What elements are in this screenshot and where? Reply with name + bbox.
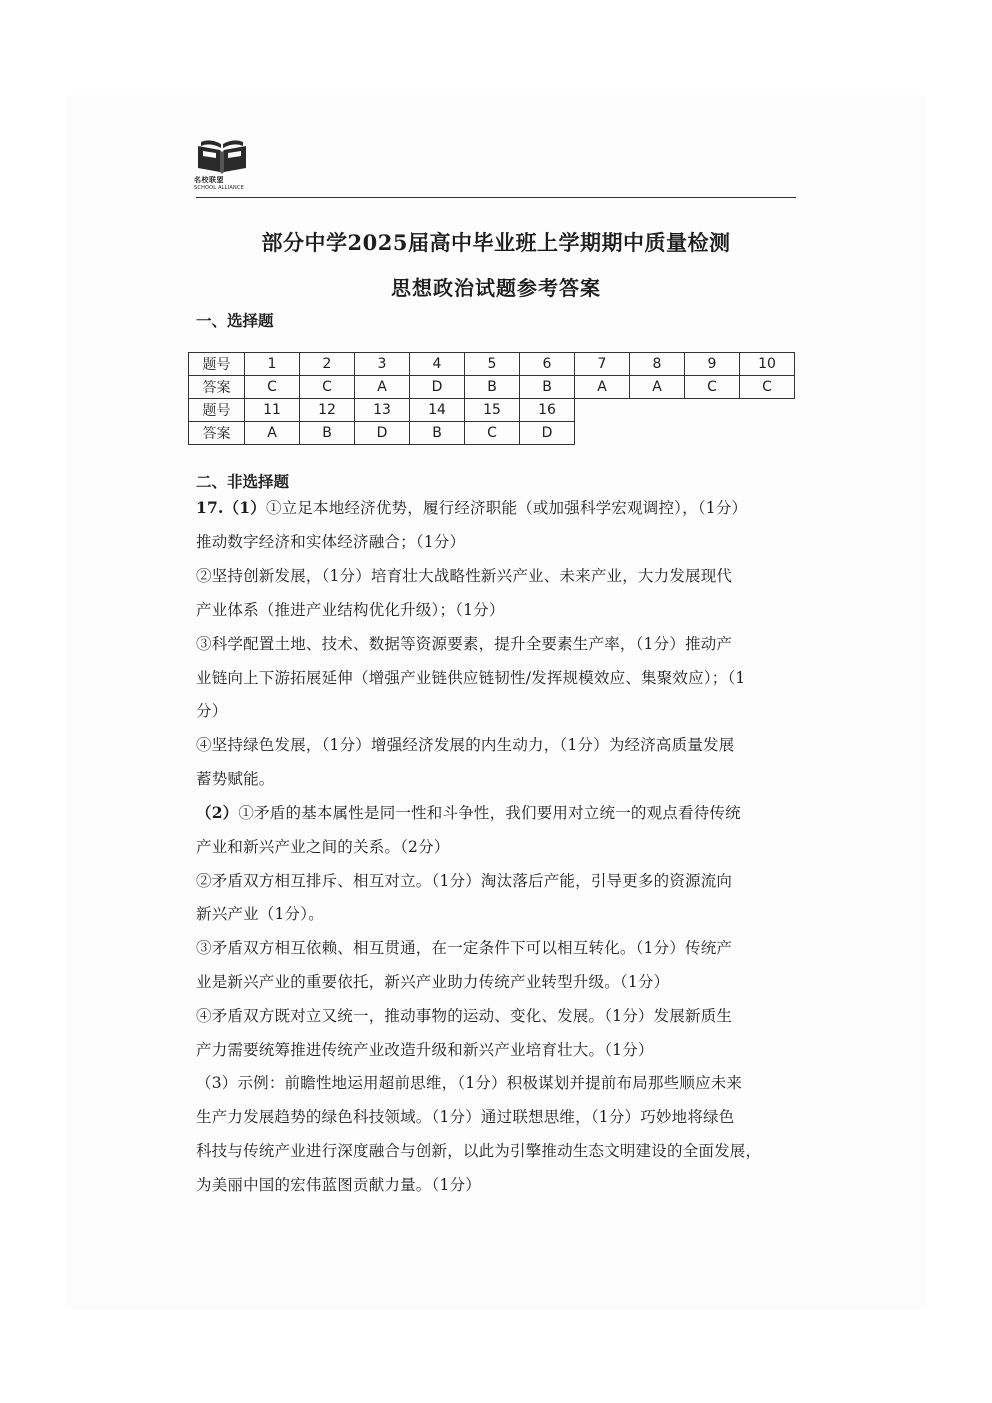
row-label: 答案 <box>189 422 245 445</box>
answer-cell: C <box>740 376 795 399</box>
question-number: 4 <box>410 353 465 376</box>
answer-line: ③矛盾双方相互依赖、相互贯通，在一定条件下可以相互转化。（1分）传统产 <box>196 939 733 957</box>
question-number: 10 <box>740 353 795 376</box>
answer-text: ①立足本地经济优势，履行经济职能（或加强科学宏观调控），（1分） <box>265 499 748 517</box>
header-rule <box>196 197 796 198</box>
answer-cell: A <box>630 376 685 399</box>
question-number: 12 <box>300 399 355 422</box>
answer-table <box>188 352 795 445</box>
exam-title: 部分中学2025届高中毕业班上学期期中质量检测 <box>261 230 731 255</box>
question-label: （2） <box>196 803 239 822</box>
book-logo-icon <box>194 136 250 176</box>
question-number: 14 <box>410 399 465 422</box>
table-blank <box>575 399 795 422</box>
answer-line: ④坚持绿色发展，（1分）增强经济发展的内生动力，（1分）为经济高质量发展 <box>196 736 735 754</box>
table-row <box>189 399 795 422</box>
question-number: 1 <box>245 353 300 376</box>
answer-cell: A <box>245 422 300 445</box>
question-number: 7 <box>575 353 630 376</box>
answer-line <box>196 803 741 823</box>
question-number: 15 <box>465 399 520 422</box>
table-blank <box>575 422 795 445</box>
answer-line: 产业体系（推进产业结构优化升级）；（1分） <box>196 601 505 619</box>
question-number: 2 <box>300 353 355 376</box>
answer-line: 新兴产业（1分）。 <box>196 905 324 923</box>
row-label: 题号 <box>189 353 245 376</box>
question-label: 17.（1） <box>196 498 266 517</box>
answer-line: ③科学配置土地、技术、数据等资源要素，提升全要素生产率，（1分）推动产 <box>196 635 733 653</box>
answer-line: 业链向上下游拓展延伸（增强产业链供应链韧性/发挥规模效应、集聚效应）；（1 <box>196 669 746 687</box>
table-row <box>189 353 795 376</box>
answer-line: ②矛盾双方相互排斥、相互对立。（1分）淘汰落后产能，引导更多的资源流向 <box>196 872 733 890</box>
answer-cell: C <box>685 376 740 399</box>
question-number: 3 <box>355 353 410 376</box>
answer-cell: A <box>575 376 630 399</box>
answer-line <box>196 498 747 518</box>
answer-line: 推动数字经济和实体经济融合；（1分） <box>196 533 466 551</box>
table-row <box>189 422 795 445</box>
answer-cell: C <box>465 422 520 445</box>
answer-line: 为美丽中国的宏伟蓝图贡献力量。（1分） <box>196 1176 481 1194</box>
table-row <box>189 376 795 399</box>
answer-line: 蓄势赋能。 <box>196 770 275 788</box>
question-number: 13 <box>355 399 410 422</box>
answer-line: 业是新兴产业的重要依托，新兴产业助力传统产业转型升级。（1分） <box>196 973 670 991</box>
answer-line: 生产力发展趋势的绿色科技领域。（1分）通过联想思维，（1分）巧妙地将绿色 <box>196 1108 735 1126</box>
exam-subtitle: 思想政治试题参考答案 <box>391 276 601 300</box>
logo-cn-text: 名校联盟 <box>194 176 224 184</box>
answer-text: ①矛盾的基本属性是同一性和斗争性，我们要用对立统一的观点看待传统 <box>238 804 741 822</box>
question-number: 6 <box>520 353 575 376</box>
question-number: 5 <box>465 353 520 376</box>
question-number: 8 <box>630 353 685 376</box>
answer-line: 科技与传统产业进行深度融合与创新，以此为引擎推动生态文明建设的全面发展， <box>196 1142 762 1160</box>
logo-en-text: SCHOOL ALLIANCE <box>194 185 244 191</box>
choice-section-heading: 一、选择题 <box>196 311 274 330</box>
answer-line: （3）示例：前瞻性地运用超前思维，（1分）积极谋划并提前布局那些顺应未来 <box>196 1074 743 1092</box>
answer-cell: D <box>410 376 465 399</box>
answer-cell: D <box>520 422 575 445</box>
answer-cell: B <box>410 422 465 445</box>
answer-cell: B <box>520 376 575 399</box>
answer-cell: B <box>300 422 355 445</box>
question-number: 9 <box>685 353 740 376</box>
row-label: 题号 <box>189 399 245 422</box>
answer-cell: C <box>245 376 300 399</box>
question-number: 11 <box>245 399 300 422</box>
answer-line: ②坚持创新发展，（1分）培育壮大战略性新兴产业、未来产业，大力发展现代 <box>196 567 733 585</box>
answer-cell: A <box>355 376 410 399</box>
answer-cell: D <box>355 422 410 445</box>
nonchoice-section-heading: 二、非选择题 <box>196 472 290 491</box>
answer-cell: C <box>300 376 355 399</box>
answer-line: ④矛盾双方既对立又统一，推动事物的运动、变化、发展。（1分）发展新质生 <box>196 1007 733 1025</box>
answer-line: 分） <box>196 702 228 720</box>
answer-cell: B <box>465 376 520 399</box>
row-label: 答案 <box>189 376 245 399</box>
answer-line: 产业和新兴产业之间的关系。（2分） <box>196 838 450 856</box>
question-number: 16 <box>520 399 575 422</box>
answer-line: 产力需要统筹推进传统产业改造升级和新兴产业培育壮大。（1分） <box>196 1041 654 1059</box>
